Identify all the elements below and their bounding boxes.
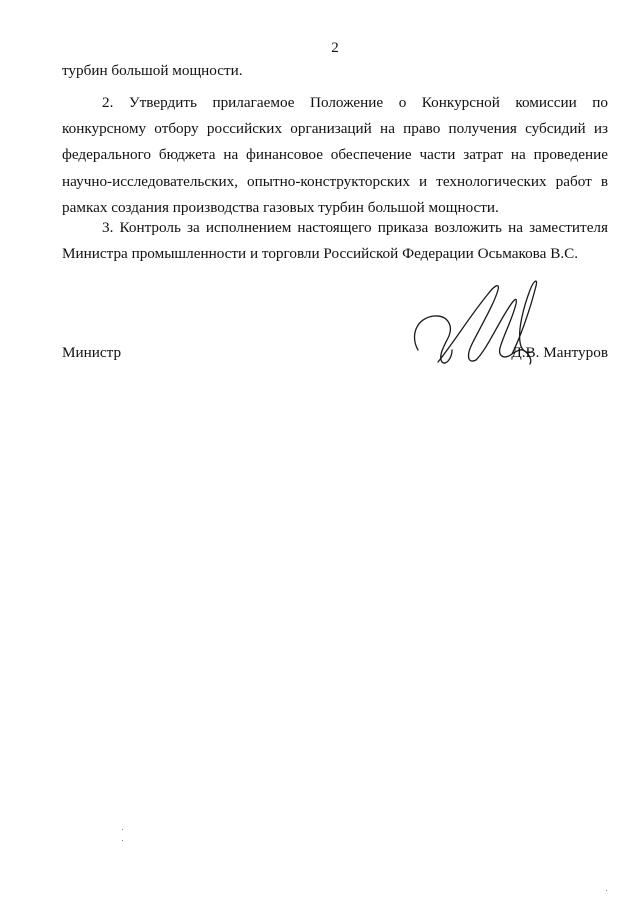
paragraph-text: 2. Утвердить прилагаемое Положение о Конкурсной комиссии по конкурсному отбору российских организаций на право получения субсидий из федерального бюджета на финансовое обеспечение части затрат на проведение научно-исследовательских, опытно-конструкторских и технологических работ в рамках создания производства газовых турбин большой мощности. [62,94,608,216]
paragraph-text: 3. Контроль за исполнением настоящего приказа возложить на заместителя Министра промышленности и торговли Российской Федерации Осьмакова В.С. [62,219,608,263]
page-number: 2 [331,40,339,56]
scan-artifact [122,840,123,841]
signer-name: Д.В. Мантуров [511,344,608,361]
scan-artifact [122,829,123,830]
signature-block [62,340,608,366]
paragraph-text: турбин большой мощности. [62,62,243,79]
signer-position: Министр [62,344,122,361]
paragraph-continuation [62,58,608,84]
paragraph-item-2 [62,90,608,221]
scan-artifact [606,890,607,891]
paragraph-item-3 [62,215,608,267]
